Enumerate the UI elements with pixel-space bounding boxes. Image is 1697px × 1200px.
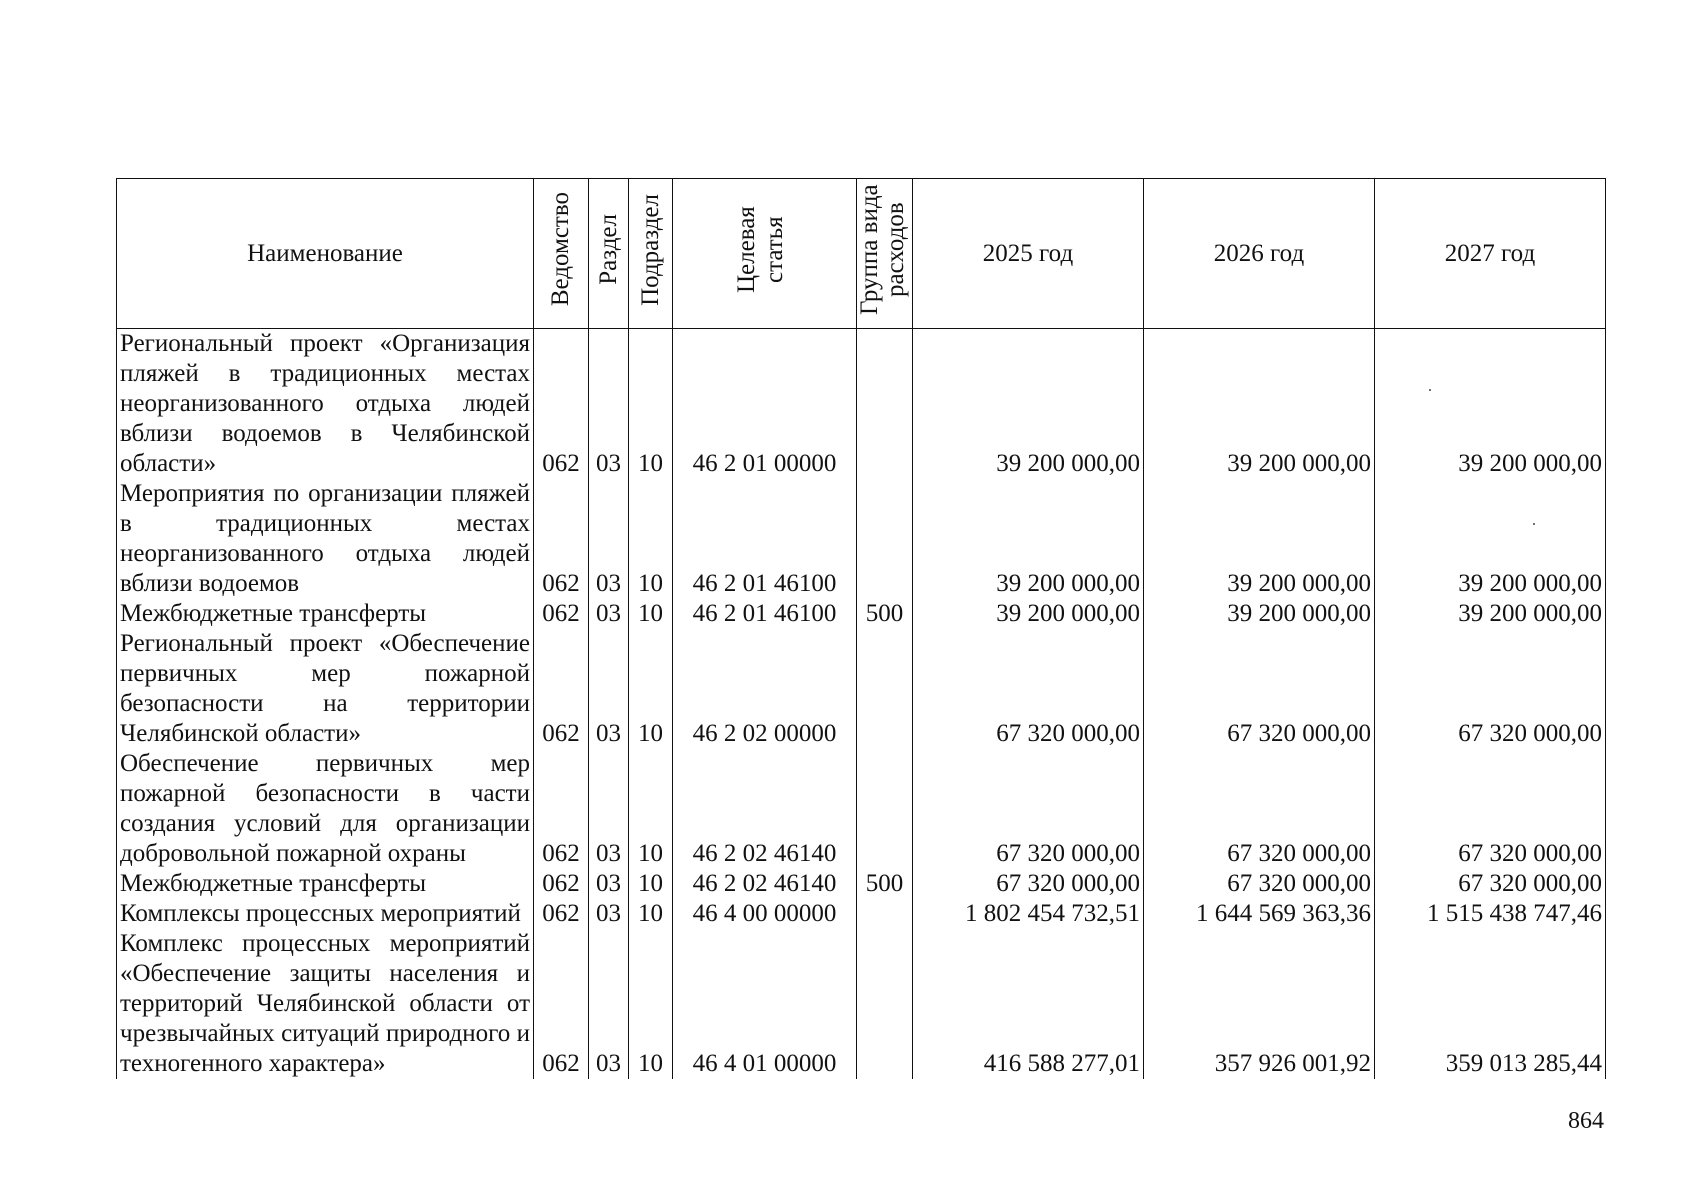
header-celevaya-statya: Целевая статья: [673, 179, 857, 329]
cell-name: Комплексы процессных мероприятий: [117, 899, 534, 929]
cell-podrazdel: 10: [629, 329, 673, 480]
cell-name: Межбюджетные трансферты: [117, 869, 534, 899]
cell-gruppa-vida-rashodov: 500: [857, 869, 913, 899]
header-gruppa-vida-rashodov: Группа вида расходов: [857, 179, 913, 329]
cell-2025: 1 802 454 732,51: [913, 899, 1144, 929]
cell-2027: 39 200 000,00: [1375, 329, 1606, 480]
budget-table: [116, 178, 1606, 1079]
cell-vedomstvo: 062: [534, 869, 589, 899]
cell-vedomstvo: 062: [534, 479, 589, 599]
cell-vedomstvo: 062: [534, 599, 589, 629]
header-podrazdel: Подраздел: [629, 179, 673, 329]
header-2027: 2027 год: [1375, 179, 1606, 329]
cell-podrazdel: 10: [629, 749, 673, 869]
table-row: [117, 899, 1606, 929]
cell-podrazdel: 10: [629, 599, 673, 629]
cell-podrazdel: 10: [629, 479, 673, 599]
cell-2027: 39 200 000,00: [1375, 599, 1606, 629]
cell-name: Межбюджетные трансферты: [117, 599, 534, 629]
scan-speck: [1533, 523, 1535, 525]
cell-razdel: 03: [589, 599, 629, 629]
table-row: [117, 599, 1606, 629]
header-2026: 2026 год: [1144, 179, 1375, 329]
cell-razdel: 03: [589, 869, 629, 899]
table-row: [117, 329, 1606, 480]
header-razdel: Раздел: [589, 179, 629, 329]
cell-celevaya-statya: 46 2 02 46140: [673, 869, 857, 899]
cell-2026: 39 200 000,00: [1144, 599, 1375, 629]
cell-2025: 39 200 000,00: [913, 329, 1144, 480]
header-vedomstvo: Ведомство: [534, 179, 589, 329]
cell-razdel: 03: [589, 329, 629, 480]
cell-celevaya-statya: 46 2 01 46100: [673, 599, 857, 629]
cell-2026: 357 926 001,92: [1144, 929, 1375, 1079]
cell-2026: 67 320 000,00: [1144, 749, 1375, 869]
cell-razdel: 03: [589, 479, 629, 599]
cell-razdel: 03: [589, 929, 629, 1079]
cell-razdel: 03: [589, 899, 629, 929]
page-number: 864: [1568, 1108, 1604, 1134]
cell-2027: 67 320 000,00: [1375, 749, 1606, 869]
cell-celevaya-statya: 46 4 00 00000: [673, 899, 857, 929]
cell-vedomstvo: 062: [534, 899, 589, 929]
table-row: [117, 479, 1606, 599]
scan-speck: [1429, 389, 1431, 391]
cell-podrazdel: 10: [629, 899, 673, 929]
cell-2025: 416 588 277,01: [913, 929, 1144, 1079]
cell-2026: 39 200 000,00: [1144, 479, 1375, 599]
cell-gruppa-vida-rashodov: [857, 929, 913, 1079]
header-2025: 2025 год: [913, 179, 1144, 329]
cell-name: Комплекс процессных мероприятий «Обеспечение защиты населения и территорий Челябинской области от чрезвычайных ситуаций природного и техногенного характера»: [117, 929, 534, 1079]
cell-gruppa-vida-rashodov: [857, 479, 913, 599]
cell-vedomstvo: 062: [534, 929, 589, 1079]
cell-gruppa-vida-rashodov: [857, 749, 913, 869]
cell-vedomstvo: 062: [534, 329, 589, 480]
cell-2025: 67 320 000,00: [913, 869, 1144, 899]
cell-podrazdel: 10: [629, 629, 673, 749]
cell-celevaya-statya: 46 2 01 46100: [673, 479, 857, 599]
cell-name: Региональный проект «Обеспечение первичных мер пожарной безопасности на территории Челябинской области»: [117, 629, 534, 749]
table-row: [117, 749, 1606, 869]
cell-2025: 67 320 000,00: [913, 629, 1144, 749]
table-row: [117, 869, 1606, 899]
table-row: [117, 929, 1606, 1079]
cell-celevaya-statya: 46 2 02 00000: [673, 629, 857, 749]
cell-2025: 39 200 000,00: [913, 599, 1144, 629]
cell-gruppa-vida-rashodov: [857, 329, 913, 480]
header-row: [117, 179, 1606, 329]
table-row: [117, 629, 1606, 749]
header-name: Наименование: [117, 179, 534, 329]
cell-2026: 1 644 569 363,36: [1144, 899, 1375, 929]
cell-vedomstvo: 062: [534, 629, 589, 749]
cell-celevaya-statya: 46 2 01 00000: [673, 329, 857, 480]
cell-2026: 67 320 000,00: [1144, 629, 1375, 749]
cell-2027: 67 320 000,00: [1375, 629, 1606, 749]
cell-podrazdel: 10: [629, 929, 673, 1079]
cell-celevaya-statya: 46 4 01 00000: [673, 929, 857, 1079]
cell-gruppa-vida-rashodov: 500: [857, 599, 913, 629]
cell-razdel: 03: [589, 749, 629, 869]
cell-2027: 1 515 438 747,46: [1375, 899, 1606, 929]
cell-2026: 39 200 000,00: [1144, 329, 1375, 480]
cell-celevaya-statya: 46 2 02 46140: [673, 749, 857, 869]
cell-gruppa-vida-rashodov: [857, 899, 913, 929]
cell-name: Региональный проект «Организация пляжей в традиционных местах неорганизованного отдыха людей вблизи водоемов в Челябинской области»: [117, 329, 534, 480]
cell-razdel: 03: [589, 629, 629, 749]
cell-2027: 39 200 000,00: [1375, 479, 1606, 599]
cell-name: Мероприятия по организации пляжей в традиционных местах неорганизованного отдыха людей вблизи водоемов: [117, 479, 534, 599]
cell-2025: 67 320 000,00: [913, 749, 1144, 869]
cell-name: Обеспечение первичных мер пожарной безопасности в части создания условий для организации добровольной пожарной охраны: [117, 749, 534, 869]
cell-gruppa-vida-rashodov: [857, 629, 913, 749]
cell-2027: 67 320 000,00: [1375, 869, 1606, 899]
cell-podrazdel: 10: [629, 869, 673, 899]
cell-2027: 359 013 285,44: [1375, 929, 1606, 1079]
cell-2025: 39 200 000,00: [913, 479, 1144, 599]
cell-2026: 67 320 000,00: [1144, 869, 1375, 899]
cell-vedomstvo: 062: [534, 749, 589, 869]
